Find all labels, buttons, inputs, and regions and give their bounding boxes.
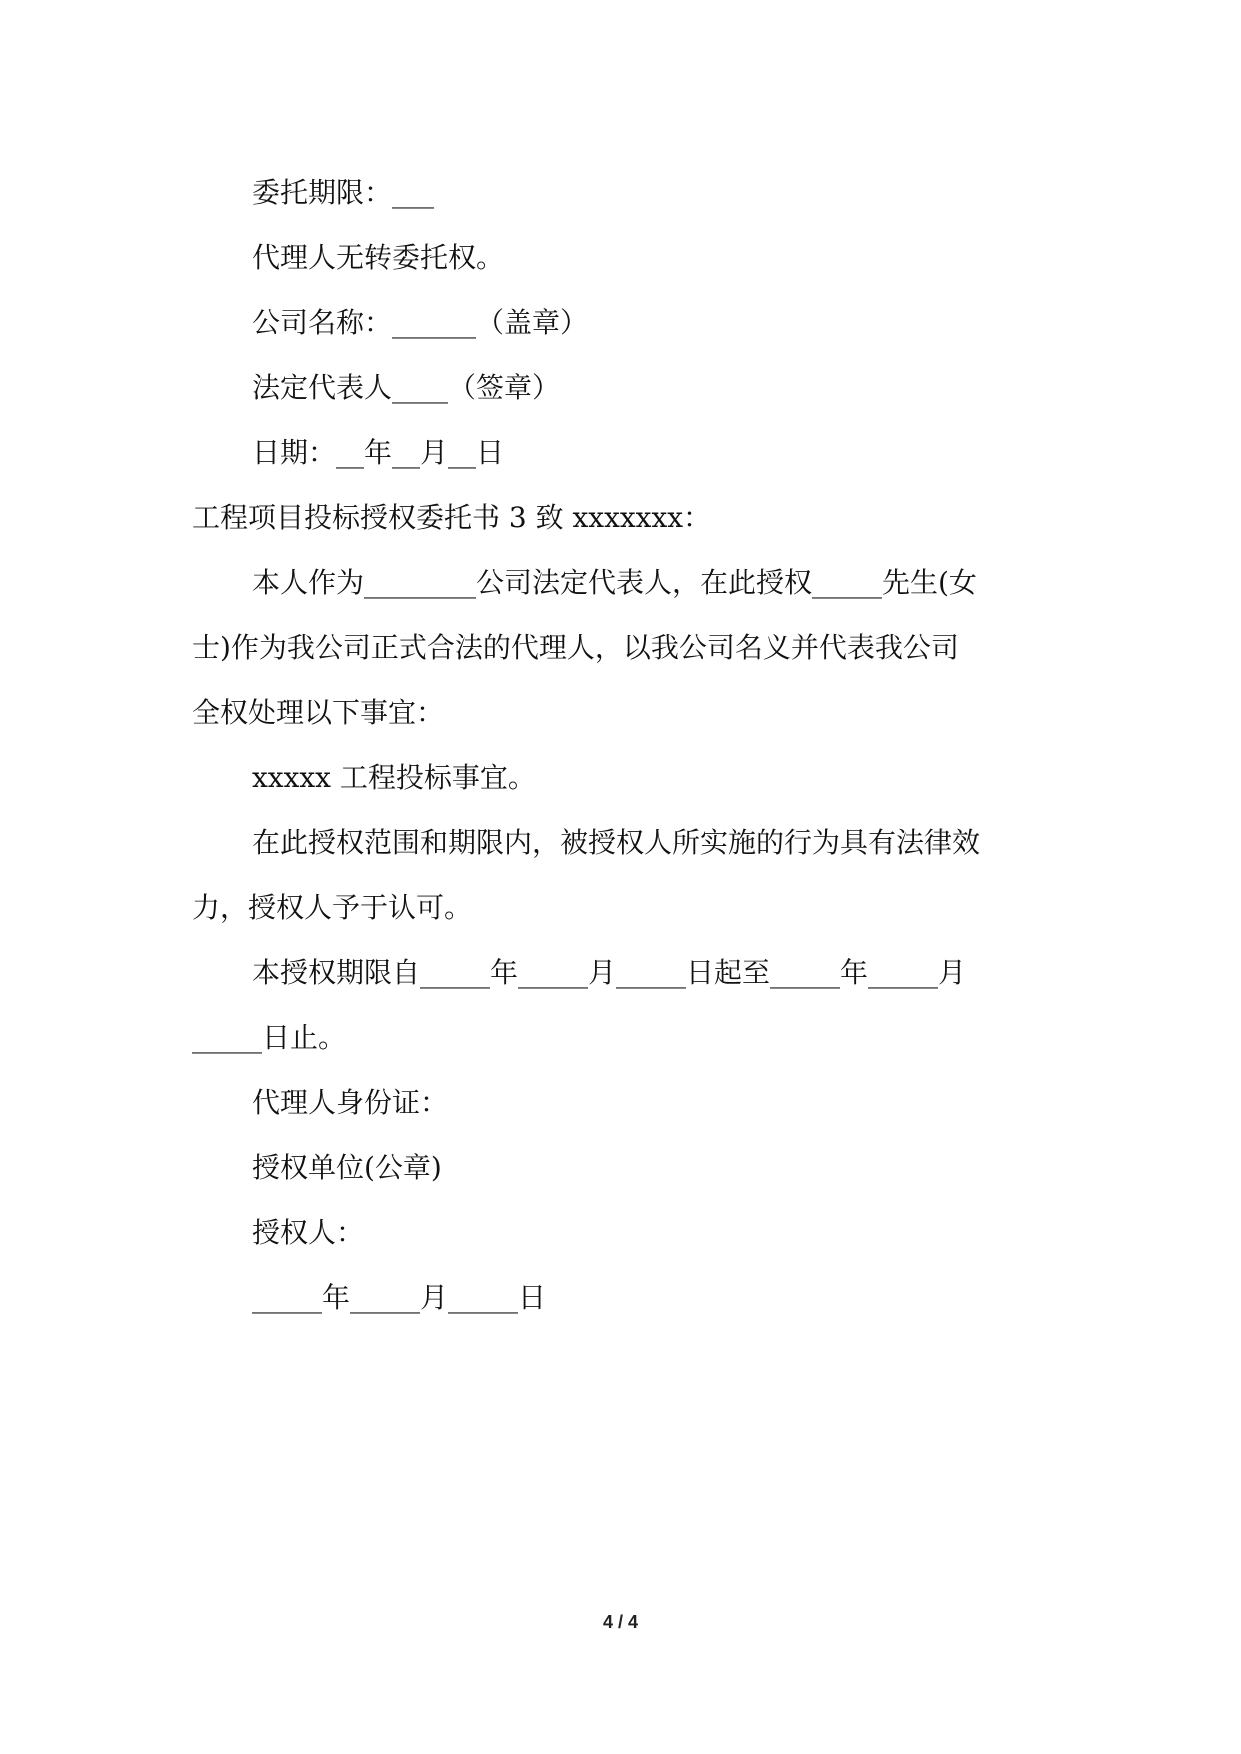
- document-body: [192, 160, 1060, 1330]
- paragraph-line: 全权处理以下事宜：: [192, 696, 445, 729]
- legal-representative-line: 法定代表人____（签章）: [252, 371, 561, 404]
- matter-line: xxxxx 工程投标事宜。: [252, 761, 536, 794]
- no-subdelegation-line: 代理人无转委托权。: [252, 241, 505, 274]
- authorization-period-line: _____日止。: [192, 1021, 347, 1054]
- section-heading: 工程项目投标授权委托书 3 致 xxxxxxx：: [192, 501, 712, 534]
- authorization-period-line: 本授权期限自_____年_____月_____日起至_____年_____月: [252, 956, 967, 989]
- paragraph-line: 力，授权人予于认可。: [192, 891, 473, 924]
- paragraph-line: 士)作为我公司正式合法的代理人，以我公司名义并代表我公司: [192, 631, 959, 664]
- authorizing-unit-line: 授权单位(公章): [252, 1151, 442, 1184]
- page-number: 4 / 4: [602, 1612, 639, 1632]
- agent-id-line: 代理人身份证：: [252, 1086, 449, 1119]
- signature-date-line: _____年_____月_____日: [252, 1281, 547, 1314]
- authorizer-line: 授权人：: [252, 1216, 365, 1249]
- date-line: 日期：__年__月__日: [252, 436, 505, 469]
- company-name-line: 公司名称：______（盖章）: [252, 306, 589, 339]
- paragraph-line: 在此授权范围和期限内，被授权人所实施的行为具有法律效: [252, 826, 981, 859]
- paragraph-line: 本人作为________公司法定代表人，在此授权_____先生(女: [252, 566, 977, 599]
- entrust-term-line: 委托期限：___: [252, 176, 435, 209]
